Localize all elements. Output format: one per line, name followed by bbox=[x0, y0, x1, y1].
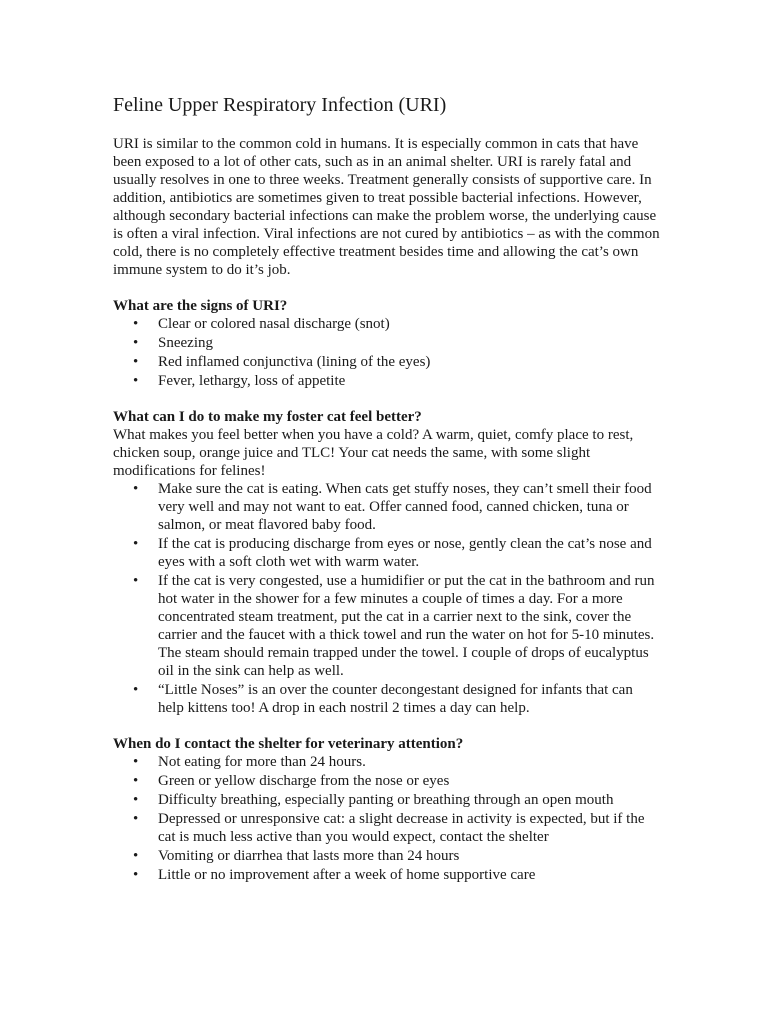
list-item: • Vomiting or diarrhea that lasts more than 24 hours bbox=[113, 847, 661, 865]
list-item: • If the cat is very congested, use a humidifier or put the cat in the bathroom and run hot water in the shower for a few minutes a couple of times a day. For a more concentrated steam treatment, put the cat in a carrier next to the sink, cover the carrier and the faucet with a thick towel and run the water on hot for 5-10 minutes. The steam should remain trapped under the towel. I couple of drops of eucalyptus oil in the sink can help as well. bbox=[113, 572, 661, 680]
list-item: • If the cat is producing discharge from eyes or nose, gently clean the cat’s nose and eyes with a soft cloth wet with warm water. bbox=[113, 535, 661, 571]
list-item: • Difficulty breathing, especially panting or breathing through an open mouth bbox=[113, 791, 661, 809]
page-title: Feline Upper Respiratory Infection (URI) bbox=[113, 94, 447, 116]
care-heading: What can I do to make my foster cat feel better? bbox=[113, 409, 422, 425]
contact-list bbox=[113, 753, 661, 884]
intro-paragraph: URI is similar to the common cold in humans. It is especially common in cats that have been exposed to a lot of other cats, such as in an animal shelter. URI is rarely fatal and usually resolves in one to three weeks. Treatment generally consists of supportive care. In addition, antibiotics are sometimes given to treat possible bacterial infections. However, although secondary bacterial infections can make the problem worse, the underlying cause is often a viral infection. Viral infections are not cured by antibiotics – as with the common cold, there is no completely effective treatment besides time and allowing the cat’s own immune system to do it’s job. bbox=[113, 136, 660, 278]
list-item: • “Little Noses” is an over the counter decongestant designed for infants that can help kittens too! A drop in each nostril 2 times a day can help. bbox=[113, 681, 661, 717]
list-item: • Not eating for more than 24 hours. bbox=[113, 753, 661, 771]
list-item: • Little or no improvement after a week of home supportive care bbox=[113, 866, 661, 884]
care-list bbox=[113, 480, 661, 717]
contact-heading: When do I contact the shelter for veterinary attention? bbox=[113, 736, 464, 752]
signs-list bbox=[113, 315, 661, 390]
care-intro: What makes you feel better when you have a cold? A warm, quiet, comfy place to rest, chicken soup, orange juice and TLC! Your cat needs the same, with some slight modifications for felines! bbox=[113, 427, 634, 479]
list-item: • Depressed or unresponsive cat: a slight decrease in activity is expected, but if the cat is much less active than you would expect, contact the shelter bbox=[113, 810, 661, 846]
list-item: • Red inflamed conjunctiva (lining of the eyes) bbox=[113, 353, 661, 371]
list-item: • Make sure the cat is eating. When cats get stuffy noses, they can’t smell their food very well and may not want to eat. Offer canned food, canned chicken, tuna or salmon, or meat flavored baby food. bbox=[113, 480, 661, 534]
list-item: • Fever, lethargy, loss of appetite bbox=[113, 372, 661, 390]
list-item: • Green or yellow discharge from the nose or eyes bbox=[113, 772, 661, 790]
document-body bbox=[113, 135, 661, 902]
signs-heading: What are the signs of URI? bbox=[113, 298, 288, 314]
list-item: • Clear or colored nasal discharge (snot) bbox=[113, 315, 661, 333]
list-item: • Sneezing bbox=[113, 334, 661, 352]
